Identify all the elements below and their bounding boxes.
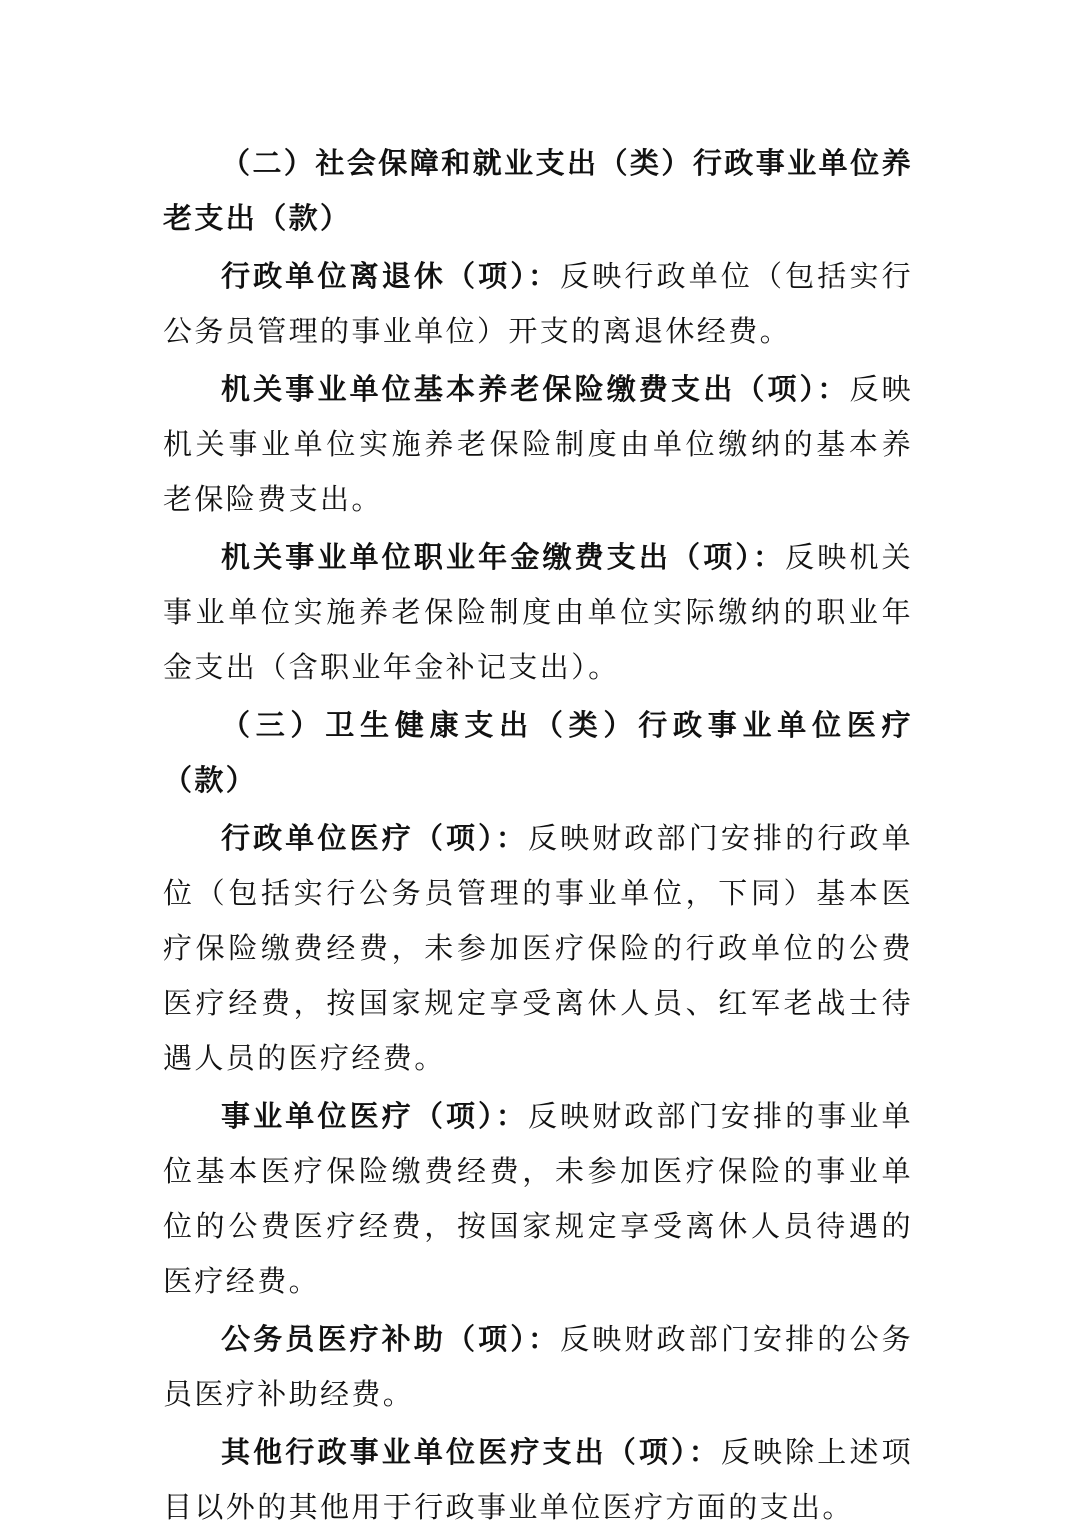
item-paragraph: [163, 530, 913, 695]
item-paragraph: [163, 362, 913, 527]
item-paragraph: [163, 249, 913, 359]
item-term: 事业单位医疗（项）：: [221, 1099, 528, 1133]
item-description: 反映机关事业单位实施养老保险制度由单位实际缴纳的职业年金支出（含职业年金补记支出）。: [163, 540, 913, 684]
item-paragraph: [163, 811, 913, 1086]
section-heading: （三）卫生健康支出（类）行政事业单位医疗（款）: [163, 708, 913, 797]
item-description: 反映财政部门安排的事业单位基本医疗保险缴费经费，未参加医疗保险的事业单位的公费医疗经费，按国家规定享受离休人员待遇的医疗经费。: [163, 1099, 913, 1298]
document-body: [163, 136, 913, 1538]
item-term: 其他行政事业单位医疗支出（项）：: [221, 1435, 721, 1469]
item-term: 机关事业单位职业年金缴费支出（项）：: [221, 540, 786, 574]
item-term: 行政单位离退休（项）：: [221, 259, 561, 293]
item-description: 反映机关事业单位实施养老保险制度由单位缴纳的基本养老保险费支出。: [163, 372, 913, 516]
item-description: 反映财政部门安排的行政单位（包括实行公务员管理的事业单位，下同）基本医疗保险缴费经费，未参加医疗保险的行政单位的公费医疗经费，按国家规定享受离休人员、红军老战士待遇人员的医疗经费。: [163, 821, 913, 1075]
section-heading: （二）社会保障和就业支出（类）行政事业单位养老支出（款）: [163, 146, 913, 235]
item-paragraph: [163, 1089, 913, 1309]
item-paragraph: [163, 1312, 913, 1422]
item-term: 行政单位医疗（项）：: [221, 821, 528, 855]
item-description: 反映行政单位（包括实行公务员管理的事业单位）开支的离退休经费。: [163, 259, 913, 348]
item-term: 公务员医疗补助（项）：: [221, 1322, 561, 1356]
item-paragraph: [163, 1425, 913, 1535]
item-description: 反映除上述项目以外的其他用于行政事业单位医疗方面的支出。: [163, 1435, 913, 1524]
item-term: 机关事业单位基本养老保险缴费支出（项）：: [221, 372, 850, 406]
item-description: 反映财政部门安排的公务员医疗补助经费。: [163, 1322, 913, 1411]
